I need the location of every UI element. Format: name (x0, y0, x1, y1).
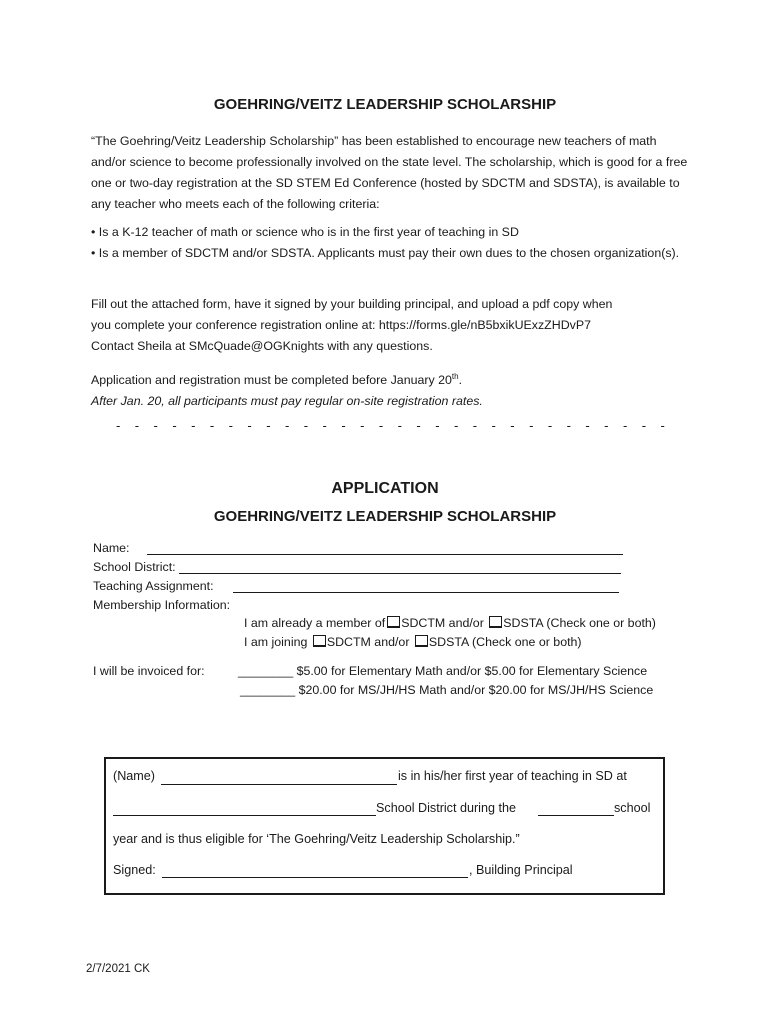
cert-name-label: (Name) (113, 769, 155, 783)
footer-date: 2/7/2021 CK (86, 963, 150, 975)
deadline-paragraph (91, 366, 691, 412)
cert-line-3: year and is thus eligible for ‘The Goehring/Veitz Leadership Scholarship.” (113, 832, 520, 846)
sdsta-joining-checkbox[interactable] (415, 635, 428, 647)
criteria-item-1: • Is a K-12 teacher of math or science who is in the first year of teaching in SD (91, 225, 519, 239)
cert-signed-label: Signed: (113, 863, 156, 877)
deadline-superscript: th (451, 372, 459, 381)
sdsta-already-checkbox[interactable] (489, 616, 502, 628)
instructions-line-3[interactable]: Contact Sheila at SMcQuade@OGKnights with any questions. (91, 339, 433, 353)
application-heading: APPLICATION (331, 480, 439, 497)
section-separator: - - - - - - - - - - - - - - - - - - - - - - - - - - - - - - (116, 418, 665, 433)
instructions-line-1: Fill out the attached form, have it signed by your building principal, and upload a pdf copy when (91, 297, 613, 311)
name-field[interactable] (147, 554, 623, 555)
intro-paragraph (91, 131, 691, 215)
deadline-text: Application and registration must be completed before January 20 (91, 373, 452, 388)
invoice-option-elementary[interactable]: ________ $5.00 for Elementary Math and/or $5.00 for Elementary Science (238, 664, 648, 678)
document-title: GOEHRING/VEITZ LEADERSHIP SCHOLARSHIP (213, 96, 557, 113)
sdctm-joining-checkbox[interactable] (313, 635, 326, 647)
cert-signed-suffix: , Building Principal (469, 863, 573, 877)
instructions-paragraph (91, 294, 691, 357)
sdctm-already-checkbox[interactable] (387, 616, 400, 628)
deadline-line (91, 366, 691, 391)
late-registration-note: After Jan. 20, all participants must pay regular on-site registration rates. (91, 394, 483, 409)
invoice-label: I will be invoiced for: (93, 664, 205, 678)
sdctm-joining-label: SDCTM and/or (326, 635, 413, 649)
cert-year-field[interactable] (538, 815, 614, 816)
name-label: Name: (93, 541, 130, 555)
principal-signature-field[interactable] (162, 877, 468, 878)
membership-label: Membership Information: (93, 598, 231, 612)
invoice-option-secondary[interactable]: ________ $20.00 for MS/JH/HS Math and/or $20.00 for MS/JH/HS Science (240, 683, 654, 697)
criteria-list (91, 222, 691, 264)
sdctm-already-label: SDCTM and/or (401, 616, 488, 630)
cert-line-1-suffix: is in his/her first year of teaching in SD at (398, 769, 627, 783)
school-district-field[interactable] (179, 573, 621, 574)
cert-name-field[interactable] (161, 784, 397, 785)
criteria-item-2: • Is a member of SDCTM and/or SDSTA. Applicants must pay their own dues to the chosen organization(s). (91, 246, 680, 260)
cert-school-field[interactable] (113, 815, 376, 816)
teaching-assignment-label: Teaching Assignment: (93, 579, 214, 593)
cert-line-2-middle: School District during the (376, 801, 516, 815)
cert-line-2-suffix: school (614, 801, 651, 815)
teaching-assignment-field[interactable] (233, 592, 619, 593)
sdsta-joining-label: SDSTA (Check one or both) (428, 635, 582, 649)
intro-text: “The Goehring/Veitz Leadership Scholarship” has been established to encourage new teachers of math and/or science to become professionally involved on the state level. The scholarship, which is good for a free one or two-day registration at the SD STEM Ed Conference (hosted by SDCTM and SDSTA), is available to any teacher who meets each of the following criteria: (91, 134, 688, 211)
application-title: GOEHRING/VEITZ LEADERSHIP SCHOLARSHIP (213, 508, 557, 525)
membership-joining-prefix: I am joining (244, 635, 311, 649)
sdsta-already-label: SDSTA (Check one or both) (503, 616, 656, 630)
school-district-label: School District: (93, 560, 176, 574)
deadline-period: . (458, 373, 463, 388)
membership-already-row (244, 616, 656, 630)
certification-line-1 (113, 769, 155, 783)
membership-joining-row (244, 635, 582, 649)
membership-already-prefix: I am already a member of (244, 616, 386, 630)
instructions-line-2[interactable]: you complete your conference registration online at: https://forms.gle/nB5bxikUExzZHDvP7 (91, 318, 591, 332)
